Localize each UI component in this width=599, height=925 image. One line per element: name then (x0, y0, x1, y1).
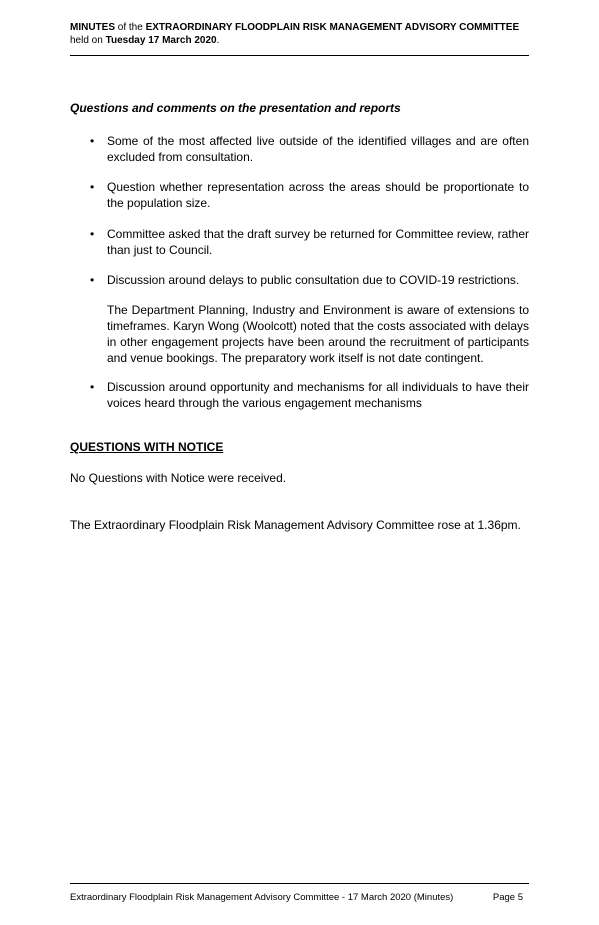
header-committee-name: EXTRAORDINARY FLOODPLAIN RISK MANAGEMENT ADVISORY COMMITTEE (145, 22, 520, 33)
bullet-text: Discussion around opportunity and mechanisms for all individuals to have their voices heard through the various engagement mechanisms (107, 380, 529, 410)
page-number: Page 5 (492, 892, 523, 903)
bullet-text: Question whether representation across the areas should be proportionate to the population size. (107, 180, 529, 210)
questions-with-notice-text: No Questions with Notice were received. (70, 471, 287, 485)
header-minutes-label: MINUTES (70, 22, 115, 33)
footer-divider (70, 883, 529, 884)
bullet-text: Some of the most affected live outside of the identified villages and are often excluded from consultation. (107, 134, 529, 164)
closing-statement: The Extraordinary Floodplain Risk Management Advisory Committee rose at 1.36pm. (70, 518, 521, 532)
section-title: Questions and comments on the presentation and reports (70, 101, 401, 115)
page-header (70, 21, 529, 47)
bullet-icon: • (90, 134, 95, 148)
header-held-on: held on (70, 35, 106, 46)
bullet-icon: • (90, 227, 95, 241)
header-period: . (216, 35, 220, 46)
footer-document-title: Extraordinary Floodplain Risk Management Advisory Committee - 17 March 2020 (Minutes) (70, 892, 454, 903)
bullet-text: Discussion around delays to public consultation due to COVID-19 restrictions. (107, 273, 520, 287)
header-line-2 (70, 34, 529, 47)
bullet-icon: • (90, 380, 95, 394)
bullet-icon: • (90, 180, 95, 194)
covid-delay-paragraph: The Department Planning, Industry and Environment is aware of extensions to timeframes. Karyn Wong (Woolcott) noted that the costs associated with delays in other engagement projects have been around the recruitment of participants and venue bookings. The preparatory work itself is not date contingent. (107, 303, 529, 365)
header-meeting-date: Tuesday 17 March 2020 (105, 35, 217, 46)
header-connector: of the (115, 22, 146, 33)
questions-with-notice-heading: QUESTIONS WITH NOTICE (70, 440, 224, 454)
bullet-icon: • (90, 273, 95, 287)
header-line-1 (70, 21, 529, 34)
header-divider (70, 55, 529, 56)
bullet-text: Committee asked that the draft survey be returned for Committee review, rather than just to Council. (107, 227, 529, 257)
